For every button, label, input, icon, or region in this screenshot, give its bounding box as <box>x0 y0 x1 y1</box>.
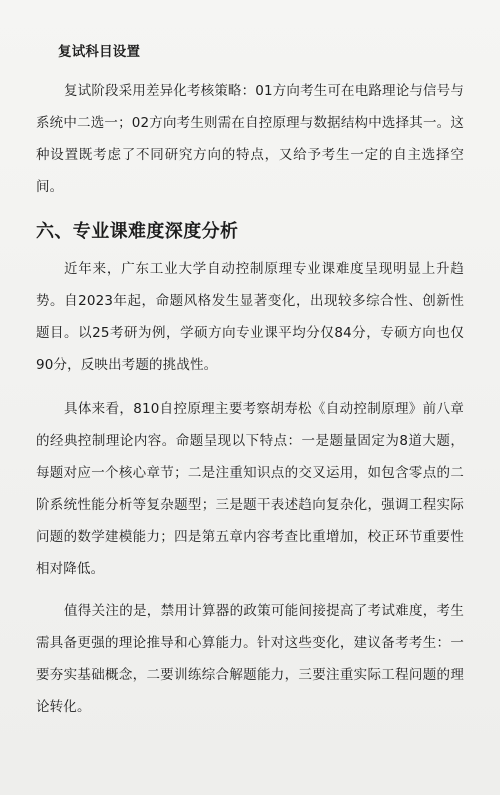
paragraph-advice: 值得关注的是，禁用计算器的政策可能间接提高了考试难度，考生需具备更强的理论推导和心算能力。针对这些变化，建议备考考生：一要夯实基础概念，二要训练综合解题能力，三要注重实际工程问题的理论转化。 <box>36 603 464 715</box>
section-title: 六、专业课难度深度分析 <box>36 221 239 242</box>
paragraph-retest-subjects: 复试阶段采用差异化考核策略：01方向考生可在电路理论与信号与系统中二选一；02方向考生则需在自控原理与数据结构中选择其一。这种设置既考虑了不同研究方向的特点，又给予考生一定的自主选择空间。 <box>36 83 464 195</box>
paragraph-exam-details: 具体来看，810自控原理主要考察胡寿松《自动控制原理》前八章的经典控制理论内容。命题呈现以下特点：一是题量固定为8道大题，每题对应一个核心章节；二是注重知识点的交叉运用，如包含零点的二阶系统性能分析等复杂题型；三是题干表述趋向复杂化，强调工程实际问题的数学建模能力；四是第五章内容考查比重增加，校正环节重要性相对降低。 <box>36 401 464 577</box>
paragraph-difficulty-trend: 近年来，广东工业大学自动控制原理专业课难度呈现明显上升趋势。自2023年起，命题风格发生显著变化，出现较多综合性、创新性题目。以25考研为例，学硕方向专业课平均分仅84分，专硕方向也仅90分，反映出考题的挑战性。 <box>36 261 464 373</box>
subsection-title: 复试科目设置 <box>58 44 141 60</box>
